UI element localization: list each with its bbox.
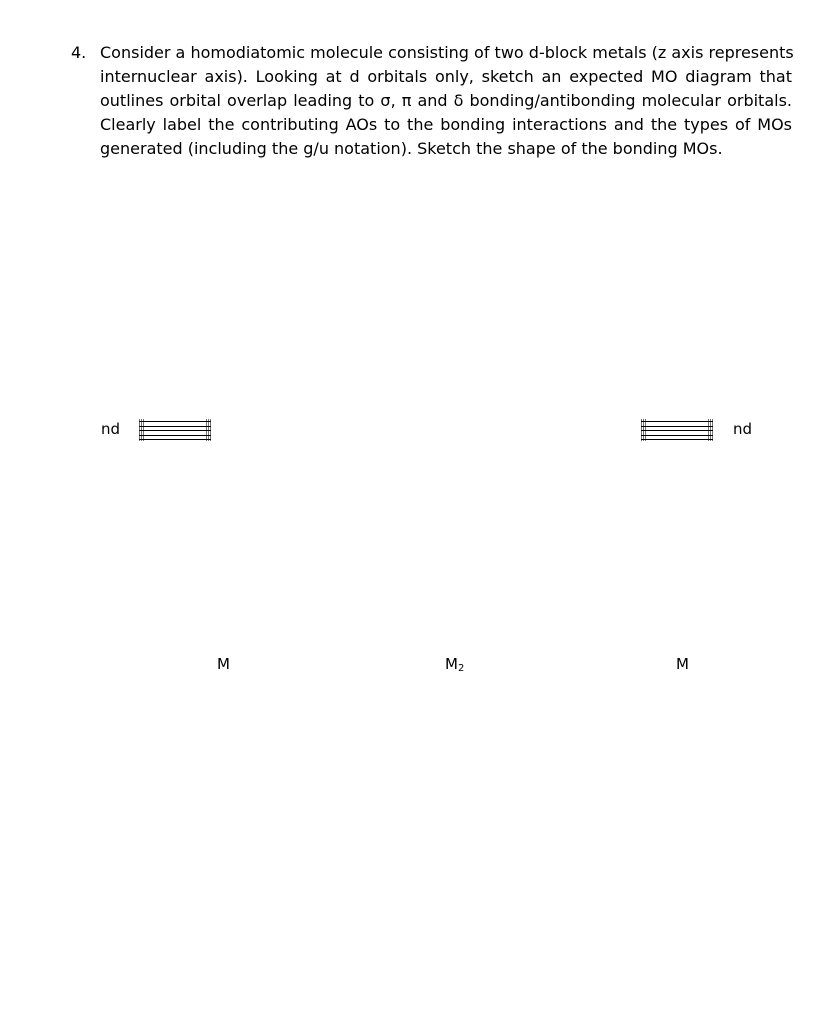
orbital-level-line xyxy=(139,435,211,436)
orbital-level-line xyxy=(641,421,713,422)
level-edge-tick xyxy=(708,419,709,441)
orbital-level-line xyxy=(641,426,713,427)
question-text xyxy=(100,41,792,161)
right-orbital-label: nd xyxy=(733,420,753,438)
question-line: Clearly label the contributing AOs to the bonding interactions and the types of MOs xyxy=(100,115,792,134)
level-edge-tick xyxy=(210,419,211,441)
level-edge-tick xyxy=(206,419,207,441)
level-edge-tick xyxy=(645,419,646,441)
level-edge-tick xyxy=(141,419,142,441)
level-edge-tick xyxy=(641,419,642,441)
left-d-orbital-levels xyxy=(139,419,211,441)
orbital-level-line xyxy=(139,430,211,431)
question-number: 4. xyxy=(71,43,87,62)
left-atom-label: M xyxy=(217,655,230,673)
level-edge-tick xyxy=(712,419,713,441)
level-edge-tick xyxy=(208,419,209,441)
orbital-level-line xyxy=(139,439,211,440)
question-line: outlines orbital overlap leading to σ, π and δ bonding/antibonding molecular orbitals. xyxy=(100,91,792,110)
molecule-subscript: 2 xyxy=(457,663,465,674)
molecule-symbol: M xyxy=(445,655,458,673)
left-orbital-label: nd xyxy=(101,420,121,438)
molecule-label xyxy=(445,655,464,678)
question-line: internuclear axis). Looking at d orbitals only, sketch an expected MO diagram that xyxy=(100,67,792,86)
right-atom-label: M xyxy=(676,655,689,673)
level-edge-tick xyxy=(139,419,140,441)
orbital-level-line xyxy=(641,435,713,436)
level-edge-tick xyxy=(643,419,644,441)
right-d-orbital-levels xyxy=(641,419,713,441)
orbital-level-line xyxy=(641,439,713,440)
level-edge-tick xyxy=(710,419,711,441)
question-line: generated (including the g/u notation). Sketch the shape of the bonding MOs. xyxy=(100,139,723,158)
level-edge-tick xyxy=(143,419,144,441)
question-line: Consider a homodiatomic molecule consisting of two d-block metals (z axis represents xyxy=(100,43,794,62)
orbital-level-line xyxy=(139,421,211,422)
orbital-level-line xyxy=(139,426,211,427)
orbital-level-line xyxy=(641,430,713,431)
